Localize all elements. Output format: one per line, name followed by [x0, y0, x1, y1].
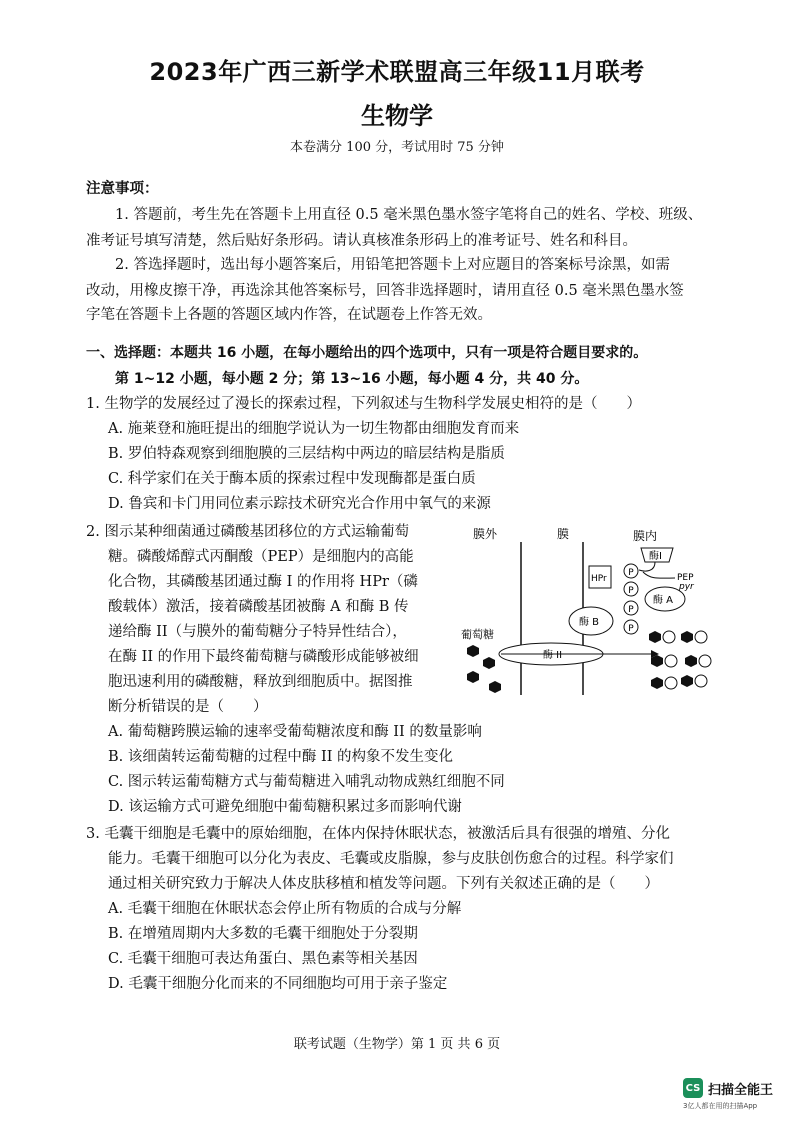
q3-option-a: A. 毛囊干细胞在休眠状态会停止所有物质的合成与分解 — [108, 901, 462, 917]
enzyme-a-label: 酶 A — [653, 595, 674, 606]
phosphate-4-label: P — [628, 624, 634, 634]
scanner-brand-name: 扫描全能王 — [708, 1082, 774, 1098]
glucose-molecule-3 — [467, 671, 479, 683]
q2-stem-line5: 递给酶 II（与膜外的葡萄糖分子特异性结合）， — [108, 624, 407, 640]
notice-item2-line3: 字笔在答题卡上各题的答题区域内作答，在试题卷上作答无效。 — [86, 307, 492, 323]
q3-option-b: B. 在增殖周期内大多数的毛囊干细胞处于分裂期 — [108, 926, 418, 942]
scanner-watermark — [683, 1078, 773, 1098]
label-inside: 膜内 — [633, 529, 658, 543]
exam-info: 本卷满分 100 分，考试用时 75 分钟 — [290, 140, 504, 155]
enzyme-i-label: 酶I — [649, 551, 662, 562]
notice-item1-line2: 准考证号填写清楚，然后贴好条形码。请认真核准条形码上的准考证号、姓名和科目。 — [86, 233, 637, 249]
label-outside: 膜外 — [473, 527, 498, 541]
scanner-logo-icon: CS — [683, 1078, 703, 1098]
hpr-label: HPr — [591, 574, 607, 584]
exam-title: 2023年广西三新学术联盟高三年级11月联考 — [149, 58, 645, 86]
subject-title: 生物学 — [361, 102, 433, 130]
q2-stem-line4: 酸载体）激活，接着磷酸基团被酶 A 和酶 B 传 — [108, 599, 409, 615]
glucose-molecule-4 — [489, 681, 501, 693]
q1-option-b: B. 罗伯特森观察到细胞膜的三层结构中两边的暗层结构是脂质 — [108, 446, 505, 462]
q1-option-d: D. 鲁宾和卡门用同位素示踪技术研究光合作用中氧气的来源 — [108, 496, 491, 512]
glucose-label: 葡萄糖 — [461, 628, 494, 641]
q2-stem-line3: 化合物，其磷酸基团通过酶 I 的作用将 HPr（磷 — [108, 574, 418, 590]
glucose-phosphate-2 — [681, 631, 707, 643]
q2-stem-line1: 2. 图示某种细菌通过磷酸基团移位的方式运输葡萄 — [86, 524, 409, 540]
q3-stem-line1: 3. 毛囊干细胞是毛囊中的原始细胞，在体内保持休眠状态，被激活后具有很强的增殖、分化 — [86, 826, 670, 842]
q3-option-d: D. 毛囊干细胞分化而来的不同细胞均可用于亲子鉴定 — [108, 976, 448, 992]
q3-stem-line2: 能力。毛囊干细胞可以分化为表皮、毛囊或皮脂腺，参与皮肤创伤愈合的过程。科学家们 — [108, 851, 674, 867]
phosphate-2-label: P — [628, 586, 634, 596]
notice-heading: 注意事项： — [86, 181, 159, 197]
section1-line2: 第 1~12 小题，每小题 2 分；第 13~16 小题，每小题 4 分，共 40 分。 — [115, 371, 589, 387]
scanner-tagline: 3亿人都在用的扫描App — [683, 1102, 758, 1110]
enzyme-ii-label: 酶 II — [543, 650, 563, 661]
phosphate-3-label: P — [628, 605, 634, 615]
q1-stem: 1. 生物学的发展经过了漫长的探索过程，下列叙述与生物科学发展史相符的是（ ） — [86, 396, 641, 412]
glucose-molecule-2 — [483, 657, 495, 669]
pyr-label: pyr — [679, 582, 694, 592]
arrow-enzyme-i — [639, 562, 655, 571]
q1-option-c: C. 科学家们在关于酶本质的探索过程中发现酶都是蛋白质 — [108, 471, 476, 487]
q2-stem-line6: 在酶 II 的作用下最终葡萄糖与磷酸形成能够被细 — [108, 649, 419, 665]
q3-stem-line3: 通过相关研究致力于解决人体皮肤移植和植发等问题。下列有关叙述正确的是（ ） — [108, 876, 659, 892]
q2-option-b: B. 该细菌转运葡萄糖的过程中酶 II 的构象不发生变化 — [108, 749, 454, 765]
q2-stem-line8: 断分析错误的是（ ） — [108, 699, 268, 715]
glucose-phosphate-3 — [651, 655, 677, 667]
enzyme-b-label: 酶 B — [579, 617, 600, 628]
glucose-transport-diagram — [455, 520, 715, 705]
section1-line1: 一、选择题：本题共 16 小题，在每小题给出的四个选项中，只有一项是符合题目要求的。 — [86, 345, 648, 361]
q3-option-c: C. 毛囊干细胞可表达角蛋白、黑色素等相关基因 — [108, 951, 418, 967]
q1-option-a: A. 施莱登和施旺提出的细胞学说认为一切生物都由细胞发育而来 — [108, 421, 520, 437]
q2-stem-line2: 糖。磷酸烯醇式丙酮酸（PEP）是细胞内的高能 — [108, 549, 414, 565]
phosphate-1-label: P — [628, 568, 634, 578]
glucose-molecule-1 — [467, 645, 479, 657]
q2-stem-line7: 胞迅速利用的磷酸糖，释放到细胞质中。据图推 — [108, 674, 413, 690]
notice-item1-line1: 1. 答题前，考生先在答题卡上用直径 0.5 毫米黑色墨水签字笔将自己的姓名、学校、班级、 — [115, 207, 703, 223]
label-membrane: 膜 — [557, 527, 570, 541]
q2-option-c: C. 图示转运葡萄糖方式与葡萄糖进入哺乳动物成熟红细胞不同 — [108, 774, 505, 790]
notice-item2-line1: 2. 答选择题时，选出每小题答案后，用铅笔把答题卡上对应题目的答案标号涂黑，如需 — [115, 257, 670, 273]
page-footer: 联考试题（生物学）第 1 页 共 6 页 — [293, 1037, 501, 1052]
glucose-phosphate-6 — [681, 675, 707, 687]
glucose-phosphate-5 — [651, 677, 677, 689]
q2-option-d: D. 该运输方式可避免细胞中葡萄糖积累过多而影响代谢 — [108, 799, 462, 815]
pep-label: PEP — [677, 573, 694, 583]
notice-item2-line2: 改动，用橡皮擦干净，再选涂其他答案标号，回答非选择题时，请用直径 0.5 毫米黑色墨水签 — [86, 283, 684, 299]
arrow-pep — [643, 572, 675, 578]
q2-option-a: A. 葡萄糖跨膜运输的速率受葡萄糖浓度和酶 II 的数量影响 — [108, 724, 482, 740]
glucose-phosphate-4 — [685, 655, 711, 667]
glucose-phosphate-1 — [649, 631, 675, 643]
